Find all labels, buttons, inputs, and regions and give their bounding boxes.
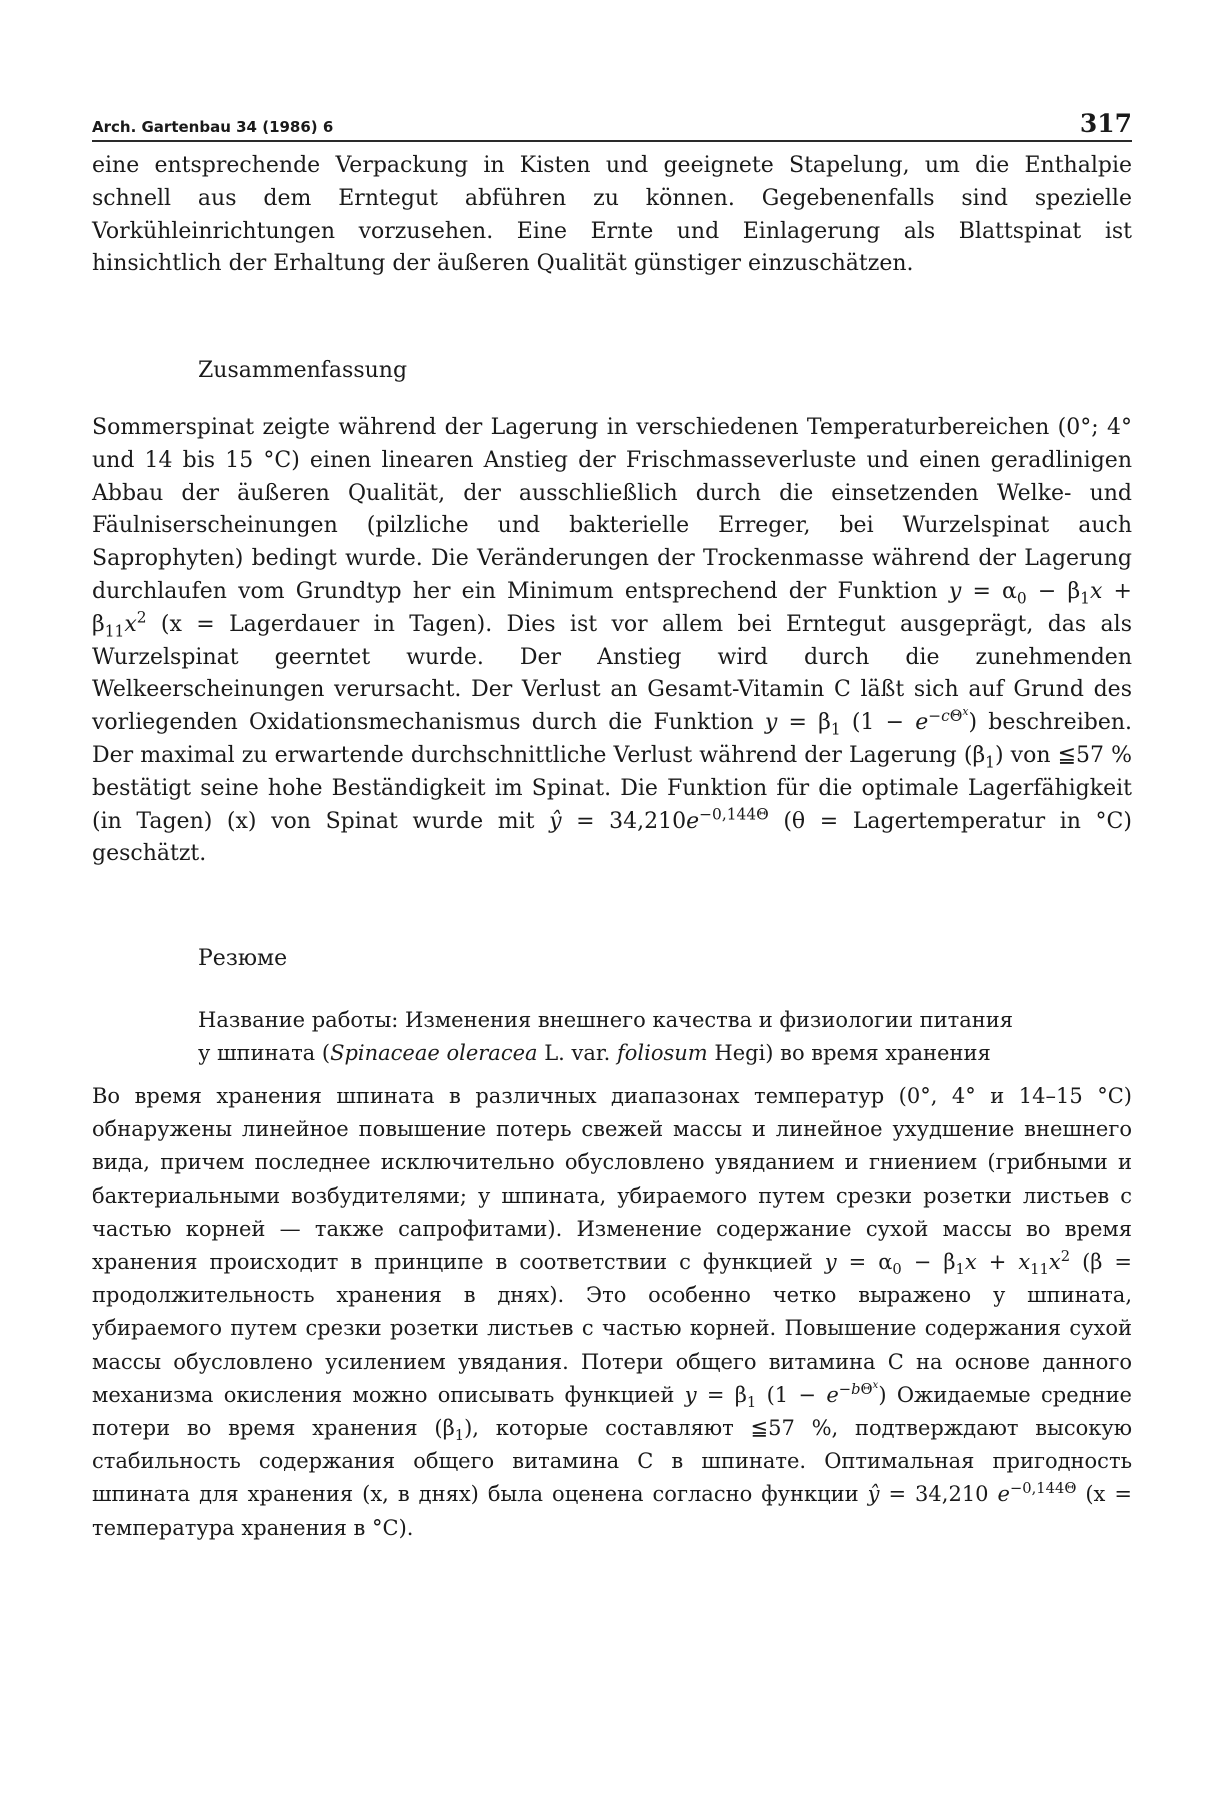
resume-paragraph: Во время хранения шпината в различных диапазонах температур (0°, 4° и 14–15 °C) обнаружены линейное повышение потерь свежей массы и линейное ухудшение внешнего вида, причем последнее исключительно обусловлено увяданием и гниением (грибными и бактериальными возбудителями; у шпината, убираемого путем срезки розетки листьев с частью корней — также сапрофитами). Изменение содержание сухой массы во время хранения происходит в принципе в соответствии с функцией $y = \alpha_0 - \beta_1x + x_{11}x^2$ (β = продолжительность хранения в днях). Это особенно четко выражено у шпината, убираемого путем срезки розетки листьев с частью корней. Повышение содержания сухой массы обусловлено усилением увядания. Потери общего витамина С на основе данного механизма окисления можно описывать функцией $y = \beta_1$ $(1 - e^{-b\Theta^x})$ Ожидаемые средние потери во время хранения $(\beta_1)$, которые составляют ≦57 %, подтверждают высокую стабильность содержания общего витамина С в шпинате. Оптимальная пригодность шпината для хранения (x, в днях) была оценена согласно функции ŷ = 34,210 $e^{-0,144\Theta}$ (x = температура хранения в °C). xyxy=(92,1084,1133,1540)
formula-storability-ru: ŷ xyxy=(867,1482,880,1507)
formula-storability: ŷ xyxy=(549,808,562,834)
formula-dry-mass-ru: y xyxy=(824,1250,837,1275)
intro-paragraph: eine entsprechende Verpackung in Kisten und geeignete Stapelung, um die Enthalpie schnell aus dem Erntegut abführen zu können. Gegebenenfalls sind spezielle Vorkühleinrichtungen vorzusehen. Eine Ernte und Einlagerung als Blattspinat ist hinsichtlich der Erhaltung der äußeren Qualität günstiger einzuschätzen. xyxy=(92,153,1132,277)
zusammenfassung-paragraph: Sommerspinat zeigte während der Lagerung in verschiedenen Temperaturbereichen (0°; 4° und 14 bis 15 °C) einen linearen Anstieg der Frischmasseverluste und einen geradlinigen Abbau der äußeren Qualität, der ausschließlich durch die einsetzenden Welke- und Fäulniserscheinungen (pilzliche und bakterielle Erreger, bei Wurzelspinat auch Saprophyten) bedingt wurde. Die Veränderungen der Trockenmasse während der Lagerung durchlaufen vom Grundtyp her ein Minimum entsprechend der Funktion $y = \alpha_0 - \beta_1x + \beta_{11}x^2$ (x = Lagerdauer in Tagen). Dies ist vor allem bei Erntegut ausgeprägt, das als Wurzelspinat geerntet wurde. Der Anstieg wird durch die zunehmenden Welkeerscheinungen verursacht. Der Verlust an Gesamt-Vitamin C läßt sich auf Grund des vorliegenden Oxidationsmechanismus durch die Funktion $y = \beta_1$ $(1 - e^{-c\Theta^x})$ beschreiben. Der maximal zu erwartende durchschnittliche Verlust während der Lagerung $(\beta_1)$ von ≦57 % bestätigt seine hohe Beständigkeit im Spinat. Die Funktion für die optimale Lagerfähigkeit (in Tagen) (x) von Spinat wurde mit ŷ = $34,210e^{-0,144\Theta}$ (θ = Lagertemperatur in °C) geschätzt. xyxy=(92,415,1132,867)
formula-vitamin-c-ru: y xyxy=(684,1382,697,1407)
resume-work-title: Название работы: Изменения внешнего качества и физиологии питания у шпината (Spinaceae oleracea L. var. foliosum Hegi) во время хранения xyxy=(198,1008,1014,1065)
formula-vitamin-c: y xyxy=(764,710,778,736)
journal-citation: Arch. Gartenbau 34 (1986) 6 xyxy=(92,118,334,136)
formula-dry-mass: y xyxy=(948,578,962,604)
page-number: 317 xyxy=(1079,109,1132,138)
resume-heading: Резюме xyxy=(198,946,288,971)
zusammenfassung-heading: Zusammenfassung xyxy=(198,358,408,383)
running-header xyxy=(92,106,1132,142)
